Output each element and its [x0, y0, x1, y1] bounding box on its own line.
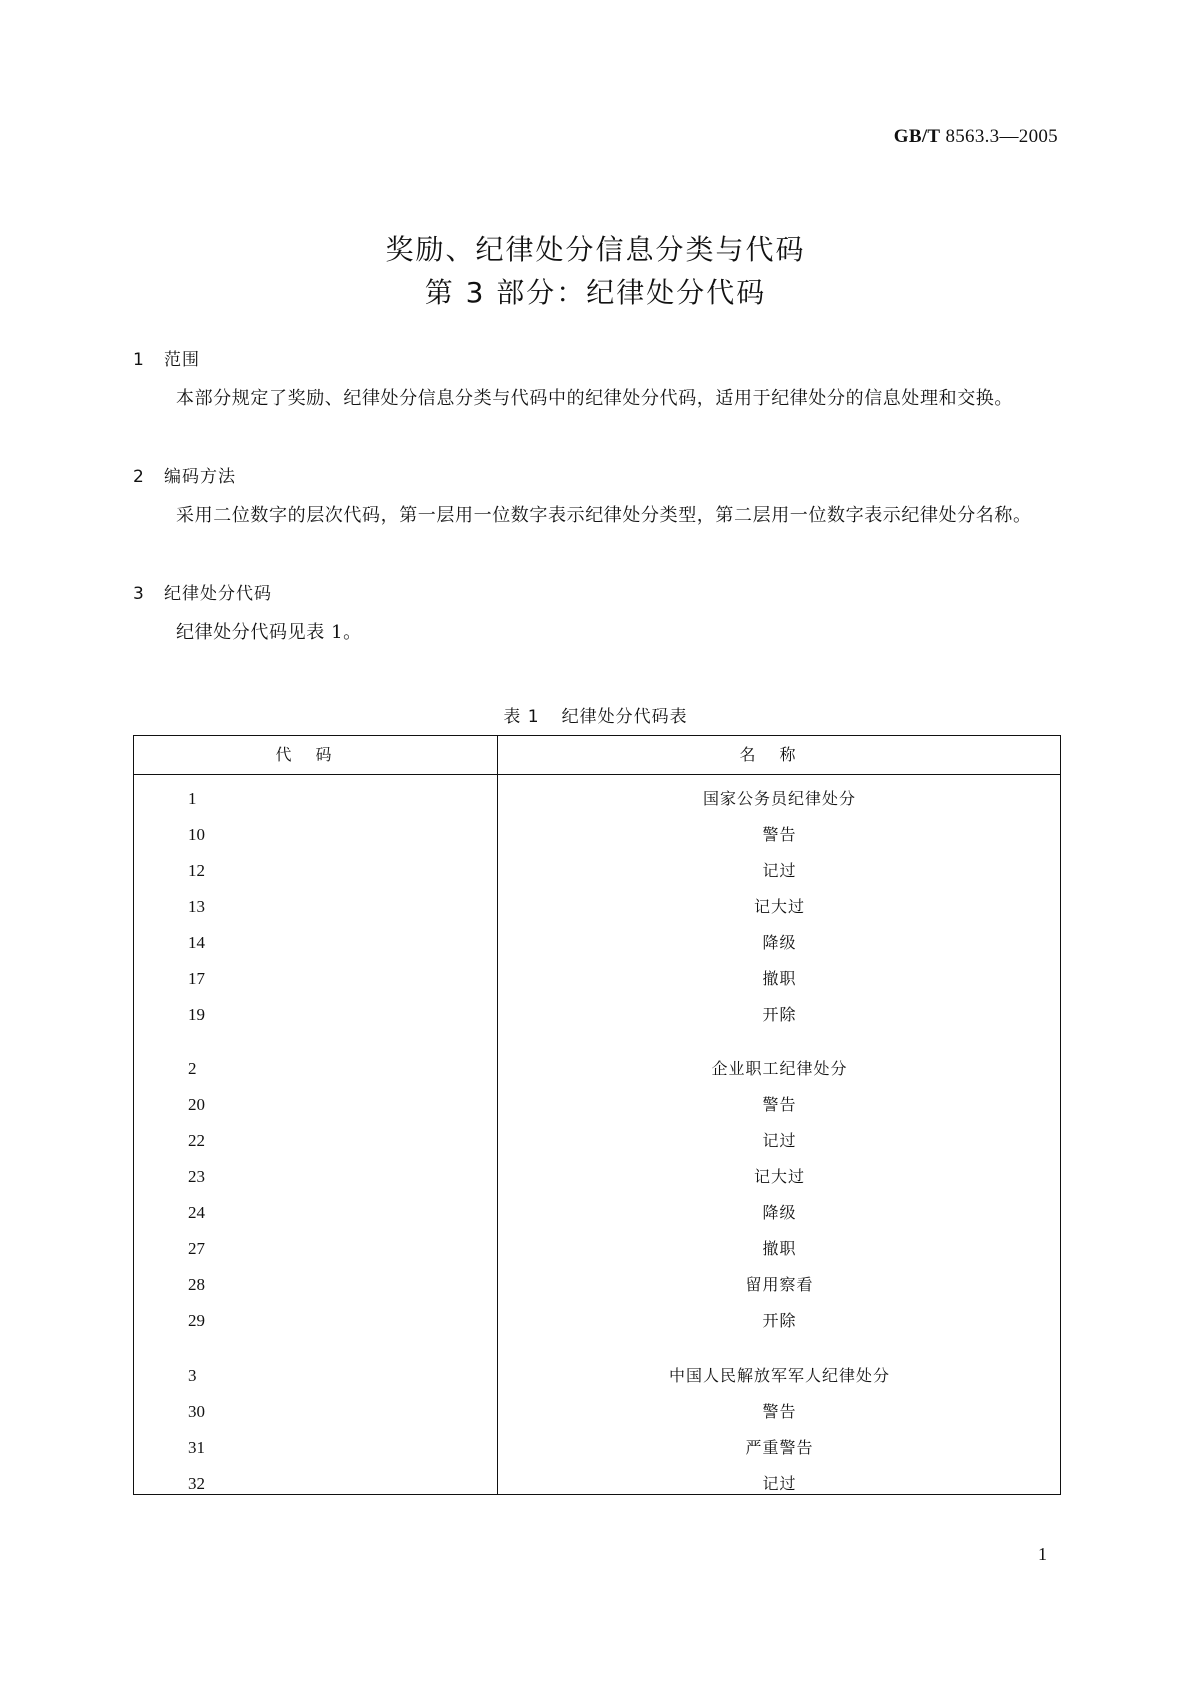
- section-heading-discipline-codes: [133, 579, 272, 604]
- document-title: 奖励、纪律处分信息分类与代码: [385, 233, 806, 266]
- table-caption-title: 纪律处分代码表: [561, 707, 688, 727]
- table-cell-name: 警告: [762, 1095, 797, 1114]
- table-cell-name: 撤职: [762, 1239, 797, 1258]
- table-row: [134, 817, 1060, 853]
- section-number: 3: [133, 584, 145, 604]
- table-row: [134, 1430, 1060, 1466]
- table-cell-code: 29: [188, 1311, 205, 1330]
- standard-prefix: GB/T: [893, 126, 941, 147]
- table-cell-name: 开除: [762, 1311, 797, 1330]
- table-cell-name: 中国人民解放军军人纪律处分: [668, 1366, 890, 1385]
- table-cell-code: 17: [188, 969, 205, 988]
- table-cell-name: 留用察看: [745, 1275, 814, 1294]
- table-row: [134, 1195, 1060, 1231]
- table-cell-name: 记大过: [753, 897, 805, 916]
- table-cell-name: 记大过: [753, 1167, 805, 1186]
- table-cell-code: 10: [188, 825, 205, 844]
- table-cell-code: 31: [188, 1438, 205, 1457]
- table-row: [134, 1087, 1060, 1123]
- section-heading-scope: [133, 345, 200, 370]
- section-title: 纪律处分代码: [164, 584, 272, 604]
- section-paragraph-discipline-codes: 纪律处分代码见表 1。: [176, 622, 362, 643]
- table-row: [134, 889, 1060, 925]
- table-caption: [0, 702, 1191, 727]
- table-cell-code: 27: [188, 1239, 205, 1258]
- table-row: [134, 781, 1060, 817]
- table-cell-name: 记过: [762, 1474, 797, 1493]
- table-row: [134, 1267, 1060, 1303]
- table-cell-code: 20: [188, 1095, 205, 1114]
- table-row: [134, 1394, 1060, 1430]
- table-row: [134, 1231, 1060, 1267]
- table-cell-name: 国家公务员纪律处分: [702, 789, 856, 808]
- table-caption-number: 表 1: [503, 707, 540, 727]
- table-cell-code: 14: [188, 933, 205, 952]
- section-number: 1: [133, 350, 145, 370]
- table-cell-code: 13: [188, 897, 205, 916]
- table-cell-code: 1: [188, 789, 197, 808]
- table-cell-name: 开除: [762, 1005, 797, 1024]
- table-cell-name: 记过: [762, 861, 797, 880]
- section-title: 范围: [164, 350, 200, 370]
- table-cell-code: 19: [188, 1005, 205, 1024]
- table-cell-code: 2: [188, 1059, 197, 1078]
- table-header-row: [134, 736, 1060, 775]
- table-row: [134, 1303, 1060, 1339]
- section-heading-coding-method: [133, 462, 236, 487]
- table-cell-name: 降级: [762, 1203, 797, 1222]
- table-row: [134, 1159, 1060, 1195]
- document-subtitle: 第 3 部分：纪律处分代码: [424, 276, 767, 309]
- table-header-code: 代码: [275, 745, 356, 764]
- section-paragraph-scope: 本部分规定了奖励、纪律处分信息分类与代码中的纪律处分代码，适用于纪律处分的信息处理和交换。: [176, 388, 1013, 409]
- section-paragraph-coding-method: 采用二位数字的层次代码，第一层用一位数字表示纪律处分类型，第二层用一位数字表示纪律处分名称。: [176, 505, 1032, 526]
- table-cell-code: 12: [188, 861, 205, 880]
- table-row: [134, 853, 1060, 889]
- table-row: [134, 997, 1060, 1033]
- table-cell-code: 3: [188, 1366, 197, 1385]
- page-number: 1: [1038, 1544, 1047, 1564]
- table-cell-code: 24: [188, 1203, 205, 1222]
- table-row: [134, 1051, 1060, 1087]
- table-cell-code: 23: [188, 1167, 205, 1186]
- section-title: 编码方法: [164, 467, 236, 487]
- table-row: [134, 961, 1060, 997]
- table-cell-name: 撤职: [762, 969, 797, 988]
- table-cell-name: 警告: [762, 1402, 797, 1421]
- discipline-code-table: [133, 735, 1061, 1495]
- section-number: 2: [133, 467, 145, 487]
- table-cell-name: 警告: [762, 825, 797, 844]
- table-row: [134, 1466, 1060, 1502]
- table-cell-name: 记过: [762, 1131, 797, 1150]
- standard-number: 8563.3—2005: [945, 126, 1058, 147]
- table-cell-code: 28: [188, 1275, 205, 1294]
- table-cell-name: 企业职工纪律处分: [711, 1059, 848, 1078]
- standard-code: [894, 126, 1058, 148]
- table-cell-code: 22: [188, 1131, 205, 1150]
- table-cell-name: 严重警告: [745, 1438, 814, 1457]
- table-header-name: 名称: [739, 745, 820, 764]
- table-cell-code: 30: [188, 1402, 205, 1421]
- table-cell-code: 32: [188, 1474, 205, 1493]
- table-row: [134, 1123, 1060, 1159]
- table-row: [134, 925, 1060, 961]
- table-cell-name: 降级: [762, 933, 797, 952]
- table-row: [134, 1358, 1060, 1394]
